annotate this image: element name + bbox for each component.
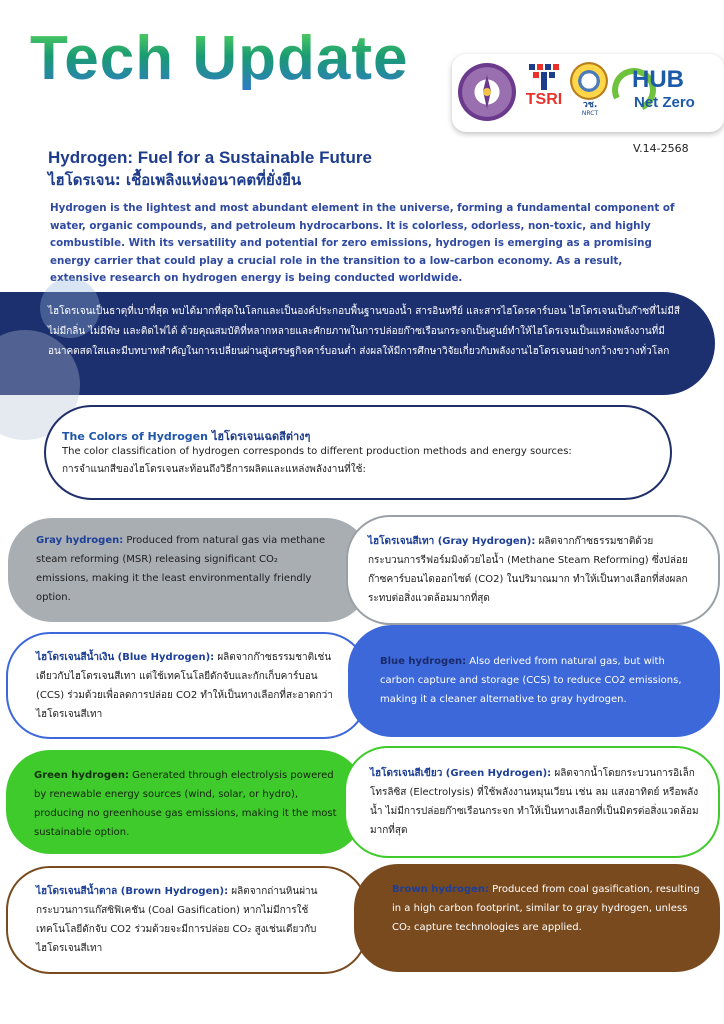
partner-logos [452, 54, 724, 132]
gray-hydrogen-th-text [368, 532, 698, 608]
version-label: V.14-2568 [633, 142, 689, 155]
intro-paragraph-en: Hydrogen is the lightest and most abundant element in the universe, forming a fundamental component of water, organic compounds, and petroleum hydrocarbons. It is colorless, odorless, non-toxic, and highly combustible. With its versatility and potential for zero emissions, hydrogen is emerging as a promising energy carrier that could play a crucial role in the transition to a low-carbon economy. As a result, extensive research on hydrogen energy is being conducted worldwide. [50, 202, 675, 285]
green-hydrogen-en-label: Green hydrogen: [34, 770, 129, 781]
article-title-en: Hydrogen: Fuel for a Sustainable Future [48, 148, 372, 167]
brown-hydrogen-th-text [36, 882, 342, 958]
brown-hydrogen-en-text [392, 880, 702, 937]
gray-hydrogen-en-label: Gray hydrogen: [36, 535, 124, 546]
hub-logo-sub: Net Zero [634, 94, 695, 111]
green-hydrogen-en-text [34, 766, 340, 842]
green-hydrogen-th-text [370, 764, 700, 840]
green-hydrogen-en-body: Generated through electrolysis powered by renewable energy sources (wind, solar, or hydro), producing no greenhouse gas emissions, making it the most sustainable option. [34, 770, 337, 838]
brown-hydrogen-en-label: Brown hydrogen: [392, 884, 489, 895]
brown-hydrogen-th-label: ไฮโดรเจนสีน้ำตาล (Brown Hydrogen): [36, 886, 229, 897]
ministry-emblem-logo [458, 63, 516, 121]
tsri-logo [520, 62, 568, 108]
article-title-th: ไฮโดรเจน: เชื้อเพลิงแห่งอนาคตที่ยั่งยืน [48, 171, 302, 189]
colors-desc-en: The color classification of hydrogen corresponds to different production methods and energy sources: [62, 446, 572, 457]
banner-title: Tech Update [30, 24, 409, 93]
nrct-logo [570, 62, 610, 120]
colors-desc-th: การจำแนกสีของไฮโดรเจนสะท้อนถึงวิธีการผลิตและแหล่งพลังงานที่ใช้: [62, 464, 366, 475]
gray-hydrogen-th-body: ผลิตจากก๊าซธรรมชาติด้วยกระบวนการรีฟอร์มมิงด้วยไอน้ำ (Methane Steam Reforming) ซึ่งปล่อยก๊าซคาร์บอนไดออกไซด์ (CO2) ในปริมาณมาก ทำให้เป็นทางเลือกที่ส่งผลกระทบต่อสิ่งแวดล้อมมากที่สุด [368, 536, 688, 604]
tsri-logo-text: TSRI [525, 91, 563, 108]
hub-net-zero-logo [612, 64, 718, 120]
brown-hydrogen-th-body: ผลิตจากถ่านหินผ่านกระบวนการแก๊สซิฟิเคชัน (Coal Gasification) หากไม่มีการใช้เทคโนโลยีดักจับ CO2 ร่วมด้วยจะมีการปล่อย CO₂ สูงเช่นเดียวกับไฮโดรเจนสีเทา [36, 886, 318, 954]
brown-hydrogen-en-body: Produced from coal gasification, resulting in a high carbon footprint, similar to gray hydrogen, unless CO₂ capture technologies are applied. [392, 884, 700, 933]
blue-hydrogen-en-label: Blue hydrogen: [380, 656, 467, 667]
nrct-logo-sub: NRCT [581, 109, 599, 117]
blue-hydrogen-th-text [36, 648, 336, 724]
nrct-logo-text: วช. [582, 100, 598, 110]
colors-title-en: The Colors of Hydrogen [62, 430, 208, 443]
blue-hydrogen-en-body: Also derived from natural gas, but with carbon capture and storage (CCS) to reduce CO2 emissions, making it a cleaner alternative to gray hydrogen. [380, 656, 682, 705]
blue-hydrogen-th-body: ผลิตจากก๊าซธรรมชาติเช่นเดียวกับไฮโดรเจนสีเทา แต่ใช้เทคโนโลยีดักจับและกักเก็บคาร์บอน (CCS) ร่วมด้วยเพื่อลดการปล่อย CO2 ทำให้เป็นทางเลือกที่สะอาดกว่าไฮโดรเจนสีเทา [36, 652, 333, 720]
green-hydrogen-th-body: ผลิตจากน้ำโดยกระบวนการอิเล็กโทรลิซิส (Electrolysis) ที่ใช้พลังงานหมุนเวียน เช่น ลม แสงอาทิตย์ หรือพลังน้ำ ไม่มีการปล่อยก๊าซเรือนกระจก ทำให้เป็นทางเลือกที่เป็นมิตรต่อสิ่งแวดล้อมมากที่สุด [370, 768, 699, 836]
blue-hydrogen-en-text [380, 652, 700, 709]
gray-hydrogen-en-text [36, 531, 332, 607]
green-hydrogen-th-label: ไฮโดรเจนสีเขียว (Green Hydrogen): [370, 768, 552, 779]
hub-logo-title: HUB [632, 66, 684, 93]
gray-hydrogen-en-body: Produced from natural gas via methane steam reforming (MSR) releasing significant CO₂ emissions, making it the least environmentally friendly option. [36, 535, 326, 603]
colors-title-th: ไฮโดรเจนเฉดสีต่างๆ [211, 430, 311, 443]
nrct-seal-icon [570, 62, 608, 100]
colors-section-title [62, 427, 310, 445]
gray-hydrogen-th-label: ไฮโดรเจนสีเทา (Gray Hydrogen): [368, 536, 536, 547]
intro-paragraph-th: ไฮโดรเจนเป็นธาตุที่เบาที่สุด พบได้มากที่สุดในโลกและเป็นองค์ประกอบพื้นฐานของน้ำ สารอินทรีย์ และสารไฮโดรคาร์บอน ไฮโดรเจนเป็นก๊าซที่ไม่มีสี ไม่มีกลิ่น ไม่มีพิษ และติดไฟได้ ด้วยคุณสมบัติที่หลากหลายและศักยภาพในการปล่อยก๊าซเรือนกระจกเป็นศูนย์ทำให้ไฮโดรเจนเป็นแหล่งพลังงานที่มีอนาคตสดใสและมีบทบาทสำคัญในการเปลี่ยนผ่านสู่เศรษฐกิจคาร์บอนต่ำ ส่งผลให้มีการศึกษาวิจัยเกี่ยวกับพลังงานไฮโดรเจนอย่างกว้างขวางทั่วโลก [48, 306, 681, 357]
blue-hydrogen-th-label: ไฮโดรเจนสีน้ำเงิน (Blue Hydrogen): [36, 652, 215, 663]
